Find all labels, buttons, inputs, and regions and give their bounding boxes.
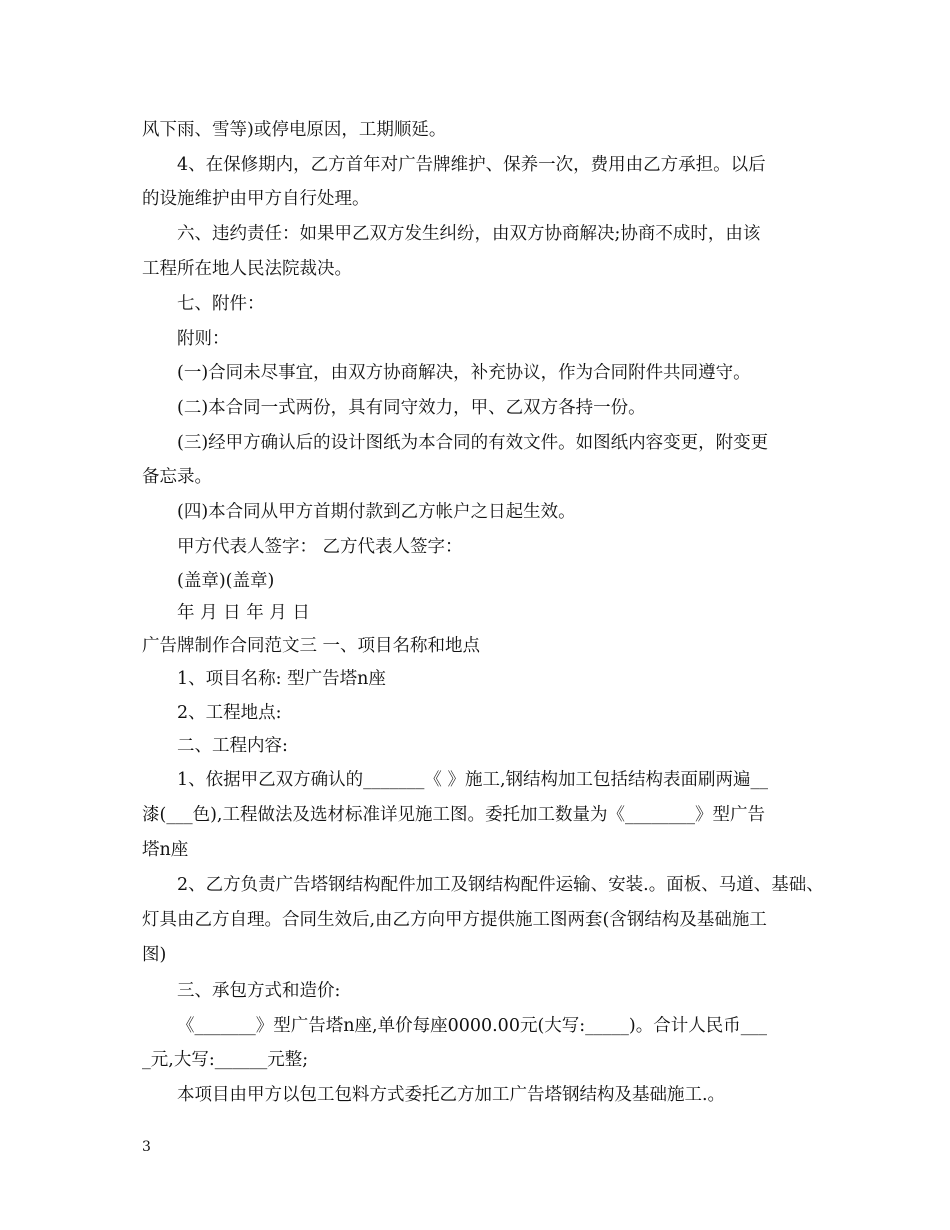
text-line: 的设施维护由甲方自行处理。 — [142, 189, 370, 209]
text-line: 七、附件： — [177, 294, 265, 314]
text-line: 工程所在地人民法院裁决。 — [142, 259, 352, 279]
text-line: (四)本合同从甲方首期付款到乙方帐户之日起生效。 — [177, 502, 576, 522]
text-line: 2、工程地点: — [177, 703, 282, 723]
text-line: 甲方代表人签字： 乙方代表人签字： — [177, 537, 463, 557]
text-line: 1、依据甲乙双方确认的_______《 》施工,钢结构加工包括结构表面刷两遍__ — [177, 770, 769, 790]
text-line: 六、违约责任：如果甲乙双方发生纠纷，由双方协商解决;协商不成时，由该 — [177, 224, 761, 244]
page-number: 3 — [142, 1139, 151, 1155]
text-line: (二)本合同一式两份，具有同守效力，甲、乙双方各持一份。 — [177, 398, 646, 418]
text-line: 灯具由乙方自理。合同生效后,由乙方向甲方提供施工图两套(含钢结构及基础施工 — [142, 910, 767, 930]
text-line: 图) — [142, 945, 167, 965]
text-line: (盖章)(盖章) — [177, 571, 275, 591]
text-line: 风下雨、雪等)或停电原因，工期顺延。 — [142, 120, 447, 140]
text-line: (三)经甲方确认后的设计图纸为本合同的有效文件。如图纸内容变更，附变更 — [177, 433, 769, 453]
text-line: 二、工程内容: — [177, 736, 288, 756]
text-line: 漆(___色),工程做法及选材标准详见施工图。委托加工数量为《________》型广告 — [142, 805, 765, 825]
text-line: 塔n座 — [142, 840, 189, 860]
text-line: 4、在保修期内，乙方首年对广告牌维护、保养一次，费用由乙方承担。以后 — [177, 155, 766, 175]
text-line: 年 月 日 年 月 日 — [177, 603, 310, 623]
text-line: 附则： — [177, 329, 230, 349]
text-line: (一)合同未尽事宜，由双方协商解决，补充协议，作为合同附件共同遵守。 — [177, 363, 751, 383]
text-line: 三、承包方式和造价: — [177, 981, 341, 1001]
text-line: 广告牌制作合同范文三 一、项目名称和地点 — [142, 636, 481, 656]
text-line: 1、项目名称: 型广告塔n座 — [177, 669, 386, 689]
text-line: 《_______》型广告塔n座,单价每座0000.00元(大写:_____)。合计人民币___ — [177, 1016, 767, 1036]
text-line: _元,大写:______元整; — [142, 1050, 309, 1070]
text-line: 本项目由甲方以包工包料方式委托乙方加工广告塔钢结构及基础施工.。 — [177, 1085, 726, 1105]
text-line: 2、乙方负责广告塔钢结构配件加工及钢结构配件运输、安装.。面板、马道、基础、 — [177, 875, 824, 895]
text-line: 备忘录。 — [142, 467, 212, 487]
